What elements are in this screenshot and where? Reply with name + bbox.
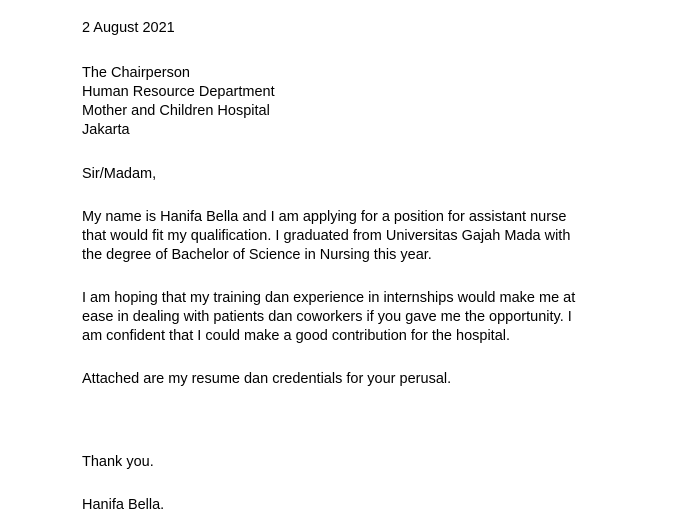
letter (82, 19, 642, 515)
closing: Thank you. (82, 454, 154, 470)
letter-date: 2 August 2021 (82, 20, 175, 36)
paragraph-line: the degree of Bachelor of Science in Nursing this year. (82, 247, 432, 263)
recipient-line: The Chairperson (82, 65, 190, 81)
body-paragraph-3 (82, 370, 642, 389)
recipient-line: Jakarta (82, 122, 130, 138)
paragraph-line: Attached are my resume dan credentials for your perusal. (82, 371, 452, 387)
paragraph-line: My name is Hanifa Bella and I am applying for a position for assistant nurse (82, 209, 567, 225)
signature: Hanifa Bella. (82, 497, 165, 513)
body-paragraph-2 (82, 289, 642, 346)
paragraph-line: that would fit my qualification. I graduated from Universitas Gajah Mada with (82, 228, 571, 244)
salutation: Sir/Madam, (82, 166, 157, 182)
recipient-line: Mother and Children Hospital (82, 103, 270, 119)
paragraph-line: ease in dealing with patients dan coworkers if you gave me the opportunity. I (82, 309, 572, 325)
paragraph-line: am confident that I could make a good contribution for the hospital. (82, 328, 511, 344)
recipient-line: Human Resource Department (82, 84, 275, 100)
paragraph-line: I am hoping that my training dan experience in internships would make me at (82, 290, 576, 306)
recipient-address (82, 64, 642, 140)
body-paragraph-1 (82, 208, 642, 265)
